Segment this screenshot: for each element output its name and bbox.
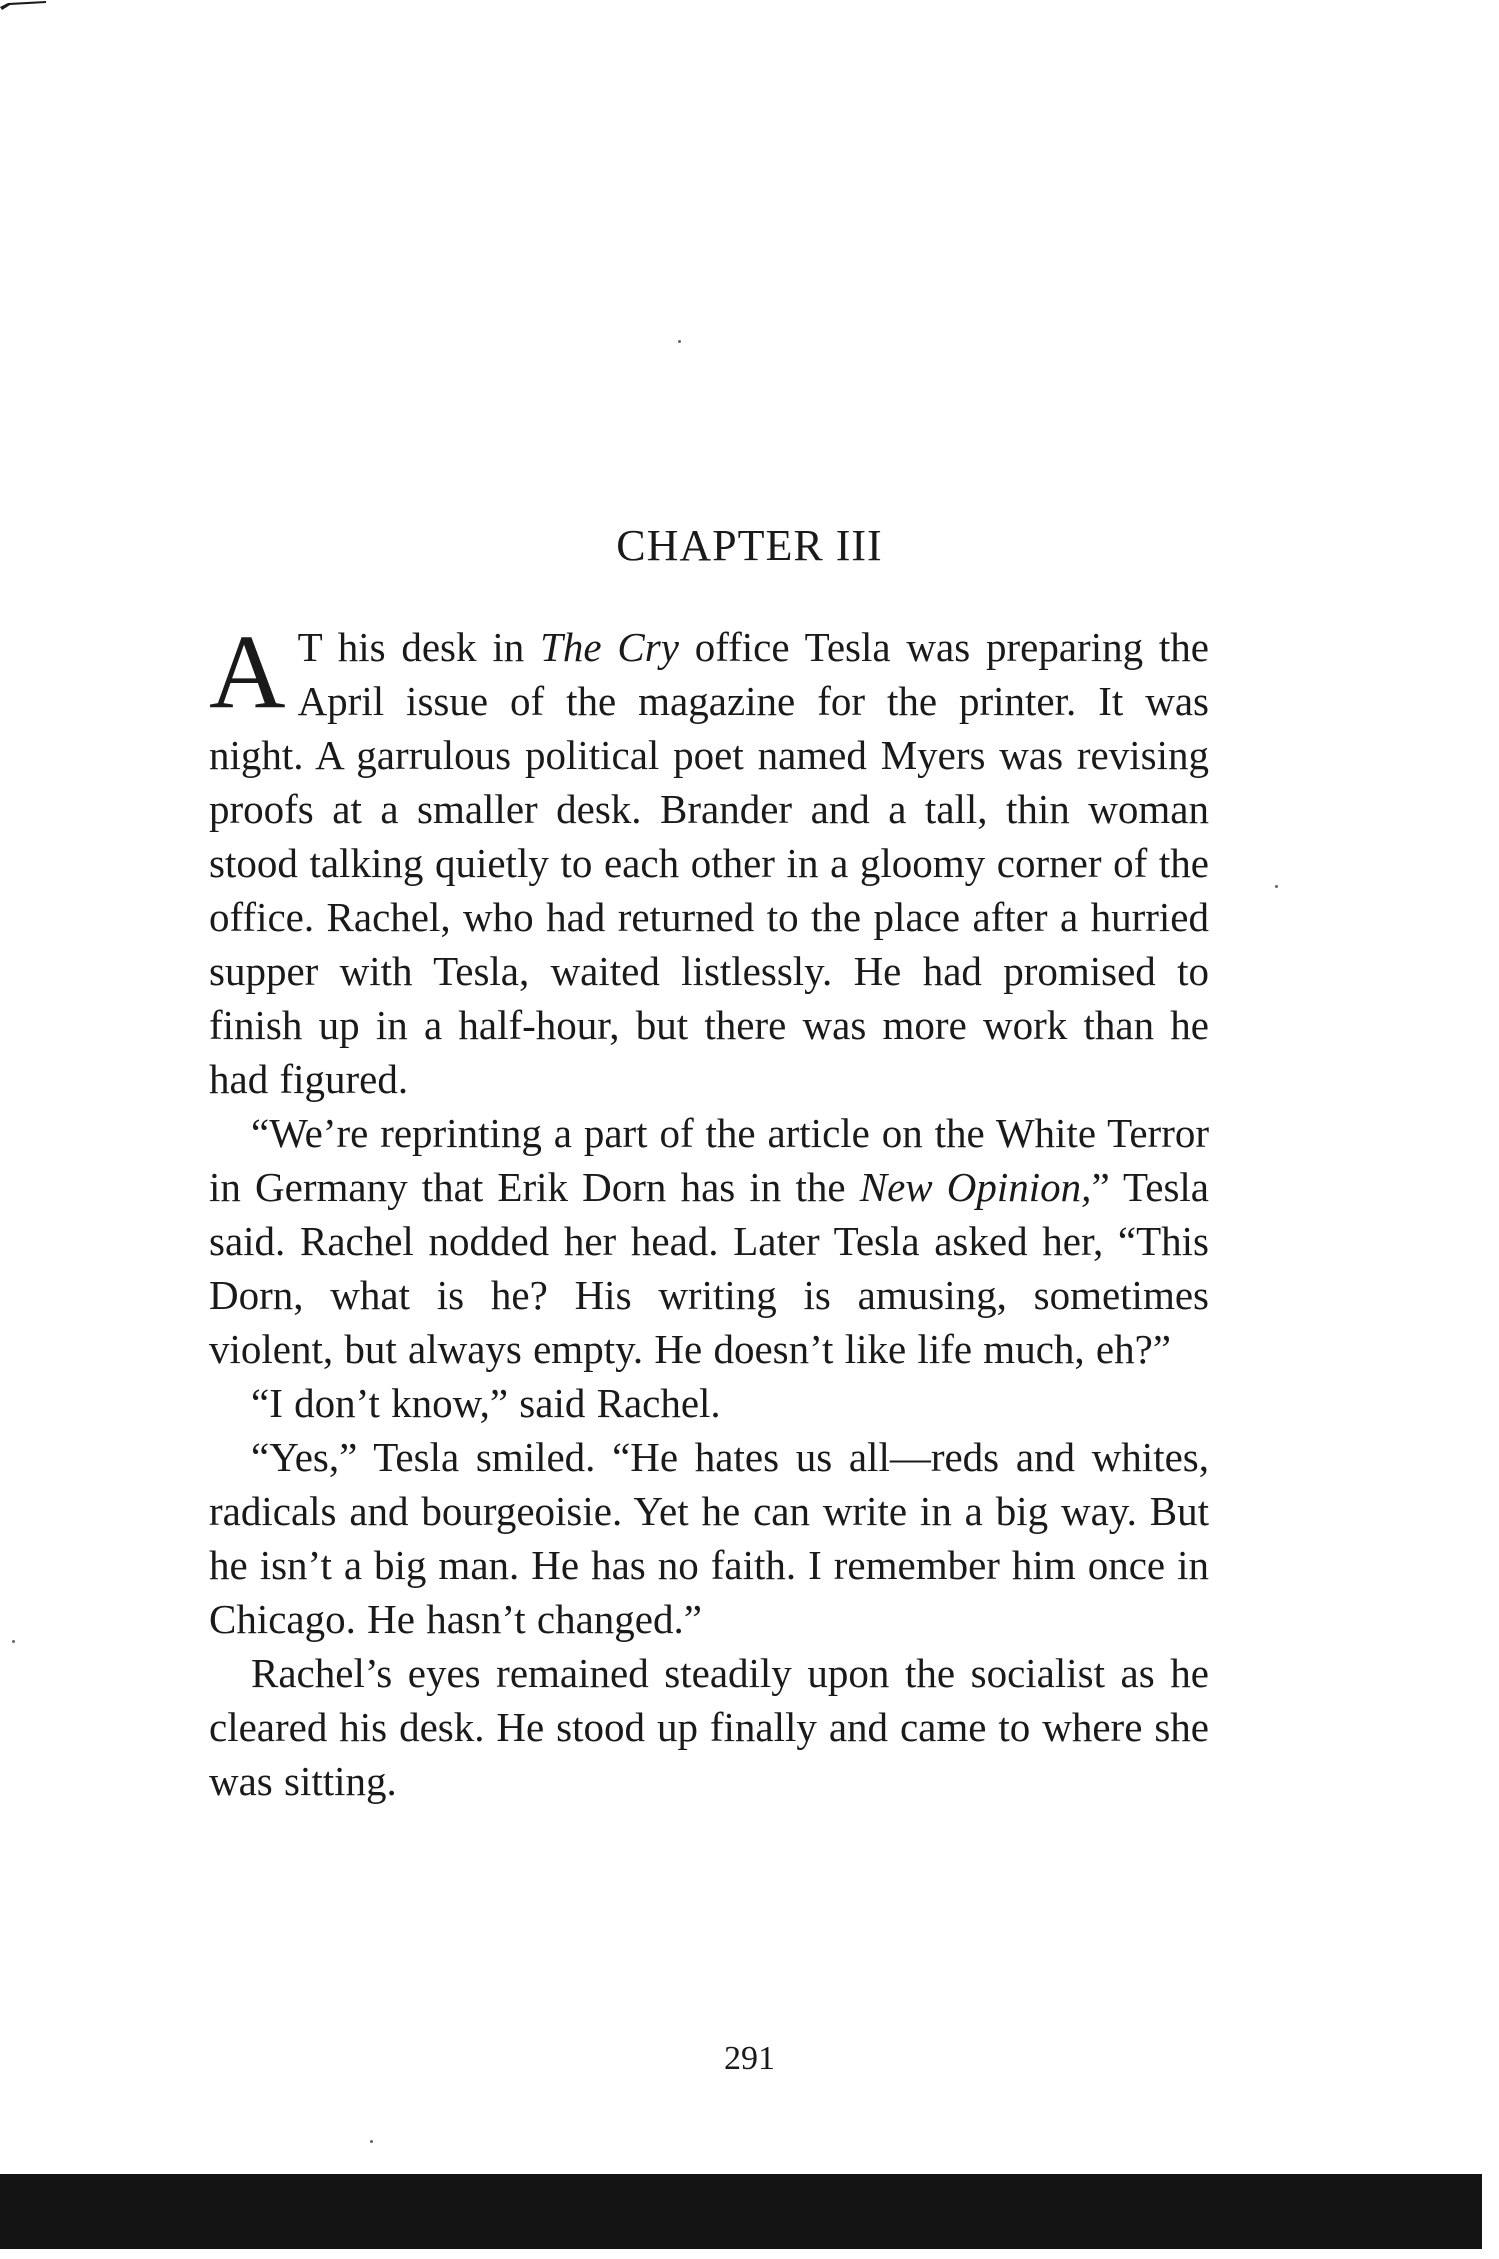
scan-corner-mark: [0, 0, 46, 10]
paragraph: [209, 1646, 1209, 1808]
scan-speck: [12, 1640, 15, 1643]
paragraph: [209, 1106, 1209, 1376]
paragraph: [209, 613, 1209, 1106]
page-number: 291: [724, 2040, 775, 2077]
text-run: “I don’t know,” said Rachel.: [251, 1380, 721, 1426]
scan-speck: [370, 2140, 373, 2143]
chapter-body: [209, 613, 1209, 1808]
italic-title: New Opinion,: [859, 1164, 1092, 1210]
text-run: office Tesla was preparing the April issue of the magazine for the printer. It was night. A garrulous political poet named Myers was revising proofs at a smaller desk. Brander and a tall, thin woman stood talking quietly to each other in a gloomy corner of the office. Rachel, who had returned to the place after a hurried supper with Tesla, waited listlessly. He had promised to finish up in a half-hour, but there was more work than he had figured.: [209, 624, 1209, 1102]
text-run: Rachel’s eyes remained steadily upon the socialist as he cleared his desk. He stood up finally and came to where she was sitting.: [209, 1650, 1209, 1804]
chapter-title: CHAPTER III: [616, 521, 883, 570]
drop-cap: A: [209, 613, 286, 730]
text-run: T his desk in: [297, 624, 541, 670]
scan-bottom-band: [0, 2174, 1482, 2249]
scan-speck: [1275, 885, 1278, 888]
text-run: “We’re reprinting a part of the article on the White Terror in Germany that Erik Dorn has in the: [209, 1110, 1209, 1210]
scan-speck: [678, 340, 681, 343]
paragraph: [209, 1376, 1209, 1430]
text-run: ” Tesla said. Rachel nodded her head. Later Tesla asked her, “This Dorn, what is he? His writing is amusing, sometimes violent, but always empty. He doesn’t like life much, eh?”: [209, 1164, 1209, 1372]
paragraph: [209, 1430, 1209, 1646]
italic-title: The Cry: [540, 624, 679, 670]
text-run: “Yes,” Tesla smiled. “He hates us all—reds and whites, radicals and bourgeoisie. Yet he can write in a big way. But he isn’t a big man. He has no faith. I remember him once in Chicago. He hasn’t changed.”: [209, 1434, 1209, 1642]
